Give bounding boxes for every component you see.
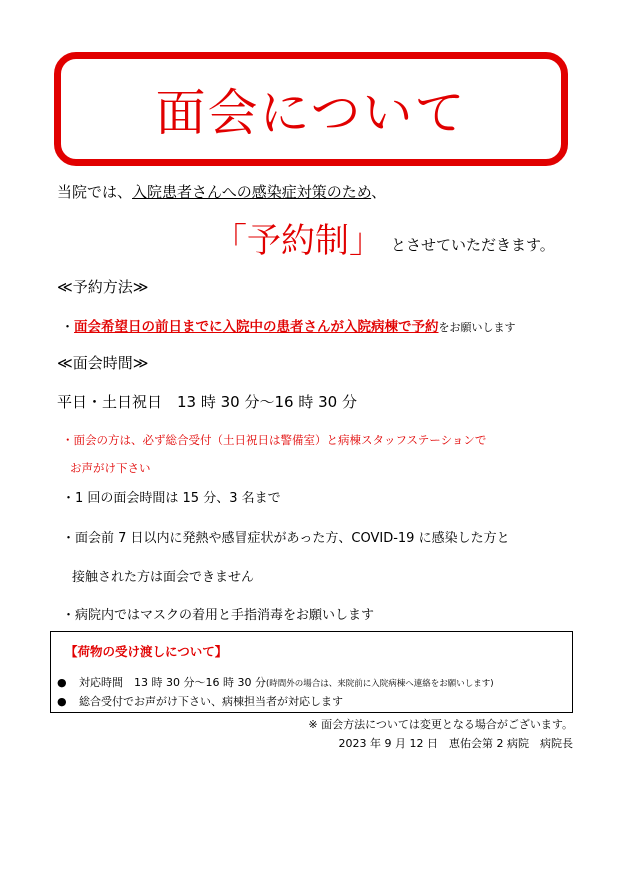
reception-note-line-1: ・面会の方は、必ず総合受付（土日祝日は警備室）と病棟スタッフステーションで xyxy=(62,433,487,447)
intro-suffix: 、 xyxy=(371,183,387,201)
reception-note-line-2: お声がけ下さい xyxy=(70,461,151,475)
method-bullet: ・ xyxy=(61,320,75,335)
luggage-reception: 総合受付でお声がけ下さい、病棟担当者が対応します xyxy=(79,695,343,708)
method-highlight: 面会希望日の前日までに入院中の患者さんが入院病棟で予約 xyxy=(74,319,439,335)
luggage-hours: 対応時間 13 時 30 分～16 時 30 分 xyxy=(79,676,266,689)
signature-line: 2023 年 9 月 12 日 恵佑会第 2 病院 病院長 xyxy=(338,737,573,750)
method-tail: をお願いします xyxy=(438,321,516,334)
intro-prefix: 当院では、 xyxy=(57,183,133,201)
bullet-dot-icon: ● xyxy=(57,695,67,708)
luggage-title: 【荷物の受け渡しについて】 xyxy=(65,644,228,659)
reservation-tail: とさせていただきます。 xyxy=(391,236,555,254)
luggage-box xyxy=(50,631,573,713)
intro-text xyxy=(57,181,386,202)
bullet-visit-limit: ・1 回の面会時間は 15 分、3 名まで xyxy=(62,491,281,506)
title-frame xyxy=(54,52,568,166)
time-heading: ≪面会時間≫ xyxy=(57,354,149,372)
luggage-row-hours xyxy=(57,674,494,690)
luggage-row-reception xyxy=(57,693,343,709)
page-title: 面会について xyxy=(155,84,467,142)
visiting-hours: 平日・土日祝日 13 時 30 分～16 時 30 分 xyxy=(57,393,357,411)
change-notice: ※ 面会方法については変更となる場合がございます。 xyxy=(308,718,573,731)
method-item xyxy=(61,315,516,335)
intro-underlined: 入院患者さんへの感染症対策のため xyxy=(132,183,372,201)
reservation-label: 「予約制」 xyxy=(213,221,383,261)
bullet-mask: ・病院内ではマスクの着用と手指消毒をお願いします xyxy=(62,608,375,623)
luggage-hours-note: (時間外の場合は、来院前に入院病棟へ連絡をお願いします) xyxy=(265,679,494,689)
bullet-dot-icon: ● xyxy=(57,676,67,689)
bullet-symptom-restriction: ・面会前 7 日以内に発熱や感冒症状があった方、COVID-19 に感染した方と xyxy=(62,531,510,546)
method-heading: ≪予約方法≫ xyxy=(57,278,149,296)
bullet-symptom-restriction-cont: 接触された方は面会できません xyxy=(72,570,255,585)
